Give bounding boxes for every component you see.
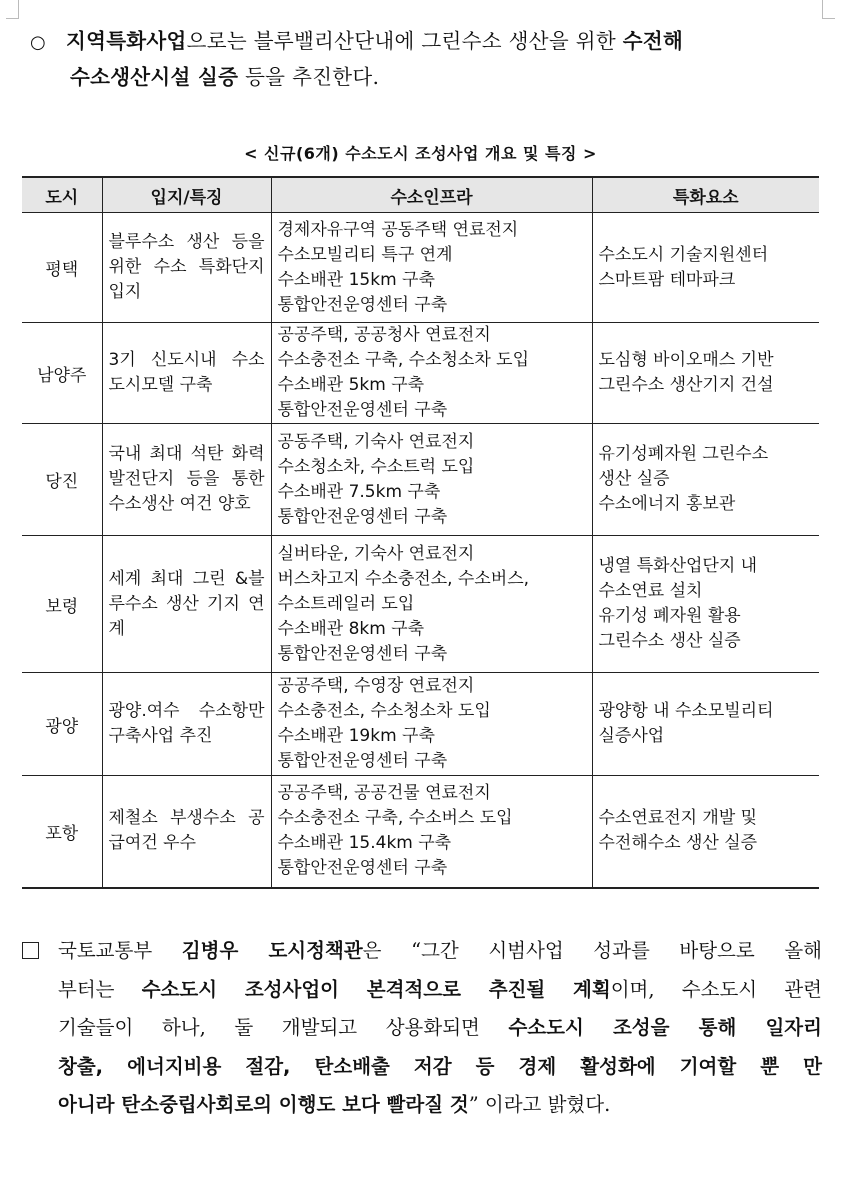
closing-text: 국토교통부 (58, 939, 182, 962)
closing-text: 수소도시 조성사업이 본격적으로 추진될 계획 (141, 977, 611, 1001)
special-item: 생산 실증 (598, 469, 670, 489)
table-row (22, 536, 819, 673)
special-item: 그린수소 생산기지 건설 (598, 375, 774, 395)
closing-line (22, 1048, 822, 1087)
special-item: 도심형 바이오매스 기반 (598, 350, 774, 370)
closing-text: 이며, 수소도시 관련 (610, 977, 822, 1001)
infra-item: 통합안전운영센터 구축 (277, 294, 448, 315)
infra-item: 수소배관 5km 구축 (277, 375, 425, 395)
closing-line (22, 971, 822, 1010)
infra-item: 공동주택, 기숙사 연료전지 (277, 431, 475, 452)
table-row (22, 323, 819, 424)
special-item: 수전해수소 생산 실증 (598, 833, 758, 854)
intro-text: 수전해 (622, 29, 684, 53)
city-cell: 광양 (22, 673, 102, 776)
special-item: 스마트팜 테마파크 (598, 269, 736, 290)
intro-line-1 (30, 24, 825, 60)
infra-cell (271, 776, 592, 888)
location-cell: 광양.여수 수소항만 구축사업 추진 (102, 673, 271, 776)
closing-text: 수소도시 조성을 통해 일자리 (508, 1016, 822, 1039)
special-item: 수소연료 설치 (598, 581, 703, 601)
closing-line (22, 1009, 822, 1048)
infra-item: 수소배관 15.4km 구축 (277, 833, 452, 854)
special-item: 수소도시 기술지원센터 (598, 244, 769, 265)
special-cell (592, 673, 819, 776)
infra-item: 수소트레일러 도입 (277, 593, 415, 614)
intro-text: 등을 추진한다. (238, 65, 380, 89)
closing-line (22, 932, 822, 971)
infra-item: 통합안전운영센터 구축 (277, 643, 448, 664)
infra-cell (271, 323, 592, 424)
infra-item: 통합안전운영센터 구축 (277, 400, 448, 420)
location-cell: 블루수소 생산 등을 위한 수소 특화단지 입지 (102, 213, 271, 323)
infra-item: 통합안전운영센터 구축 (277, 751, 448, 771)
closing-text: 창출, 에너지비용 절감, 탄소배출 저감 등 경제 활성화에 기여할 뿐 만 (58, 1054, 822, 1078)
infra-item: 공공주택, 공공건물 연료전지 (277, 783, 491, 804)
page-corner-mark-left (6, 0, 19, 19)
special-item: 수소연료전지 개발 및 (598, 808, 758, 829)
infra-item: 수소배관 19km 구축 (277, 726, 435, 746)
special-item: 유기성폐자원 그린수소 (598, 444, 769, 464)
city-cell: 남양주 (22, 323, 102, 424)
closing-paragraph (22, 932, 822, 1125)
special-cell (592, 323, 819, 424)
infra-cell (271, 673, 592, 776)
circle-bullet-icon: ○ (30, 32, 47, 53)
closing-text: 부터는 (58, 977, 142, 1001)
infra-item: 수소충전소, 수소청소차 도입 (277, 701, 491, 721)
infra-item: 수소모빌리티 특구 연계 (277, 244, 453, 265)
infra-item: 수소배관 15km 구축 (277, 269, 435, 290)
location-cell: 세계 최대 그린 &블루수소 생산 기지 연계 (102, 536, 271, 673)
special-cell (592, 424, 819, 536)
infra-item: 통합안전운영센터 구축 (277, 858, 448, 879)
column-header: 특화요소 (592, 177, 819, 213)
table-row (22, 673, 819, 776)
special-cell (592, 536, 819, 673)
table-row (22, 776, 819, 888)
intro-text: 수소생산시설 실증 (70, 65, 239, 89)
closing-text: 김병우 도시정책관 (181, 939, 363, 962)
square-bullet-icon (22, 942, 39, 959)
column-header: 입지/특징 (102, 177, 271, 213)
location-cell: 국내 최대 석탄 화력발전단지 등을 통한 수소생산 여건 양호 (102, 424, 271, 536)
infra-cell (271, 213, 592, 323)
page-corner-mark-right (822, 0, 835, 19)
location-cell: 3기 신도시내 수소 도시모델 구축 (102, 323, 271, 424)
intro-line-2 (30, 60, 825, 95)
special-cell (592, 213, 819, 323)
special-item: 수소에너지 홍보관 (598, 494, 736, 514)
infra-item: 통합안전운영센터 구축 (277, 506, 448, 527)
table-row (22, 213, 819, 323)
table-header-row (22, 177, 819, 213)
city-cell: 보령 (22, 536, 102, 673)
column-header: 도시 (22, 177, 102, 213)
infra-item: 공공주택, 공공청사 연료전지 (277, 325, 491, 345)
closing-text: ” 이라고 밝혔다. (468, 1093, 611, 1116)
intro-paragraph (30, 24, 825, 95)
intro-text: 으로는 블루밸리산단내에 그린수소 생산을 위한 (186, 29, 623, 53)
table-row (22, 424, 819, 536)
location-cell: 제철소 부생수소 공급여건 우수 (102, 776, 271, 888)
infra-item: 수소충전소 구축, 수소청소차 도입 (277, 350, 530, 370)
infra-item: 수소충전소 구축, 수소버스 도입 (277, 808, 513, 829)
special-item: 유기성 폐자원 활용 (598, 606, 741, 626)
table-caption: < 신규(6개) 수소도시 조성사업 개요 및 특징 > (244, 144, 597, 163)
infra-item: 경제자유구역 공동주택 연료전지 (277, 219, 519, 240)
special-item: 광양항 내 수소모빌리티 (598, 701, 774, 721)
column-header: 수소인프라 (271, 177, 592, 213)
closing-text: 기술들이 하나, 둘 개발되고 상용화되면 (58, 1016, 509, 1039)
special-item: 그린수소 생산 실증 (598, 631, 741, 651)
infra-item: 버스차고지 수소충전소, 수소버스, (277, 568, 530, 589)
infra-item: 수소배관 8km 구축 (277, 618, 425, 639)
closing-text: 아니라 탄소중립사회로의 이행도 보다 빨라질 것 (58, 1093, 469, 1116)
infra-item: 실버타운, 기숙사 연료전지 (277, 543, 475, 564)
city-cell: 포항 (22, 776, 102, 888)
city-cell: 평택 (22, 213, 102, 323)
intro-text: 지역특화사업 (66, 29, 187, 53)
infra-item: 수소배관 7.5km 구축 (277, 481, 441, 502)
closing-line (22, 1086, 822, 1125)
infra-item: 수소청소차, 수소트럭 도입 (277, 456, 475, 477)
hydrogen-city-table (22, 176, 819, 889)
closing-text: 은 “그간 시범사업 성과를 바탕으로 올해 (362, 939, 822, 962)
infra-cell (271, 536, 592, 673)
infra-item: 공공주택, 수영장 연료전지 (277, 676, 475, 696)
infra-cell (271, 424, 592, 536)
city-cell: 당진 (22, 424, 102, 536)
special-item: 실증사업 (598, 726, 665, 746)
special-item: 냉열 특화산업단지 내 (598, 556, 758, 576)
special-cell (592, 776, 819, 888)
